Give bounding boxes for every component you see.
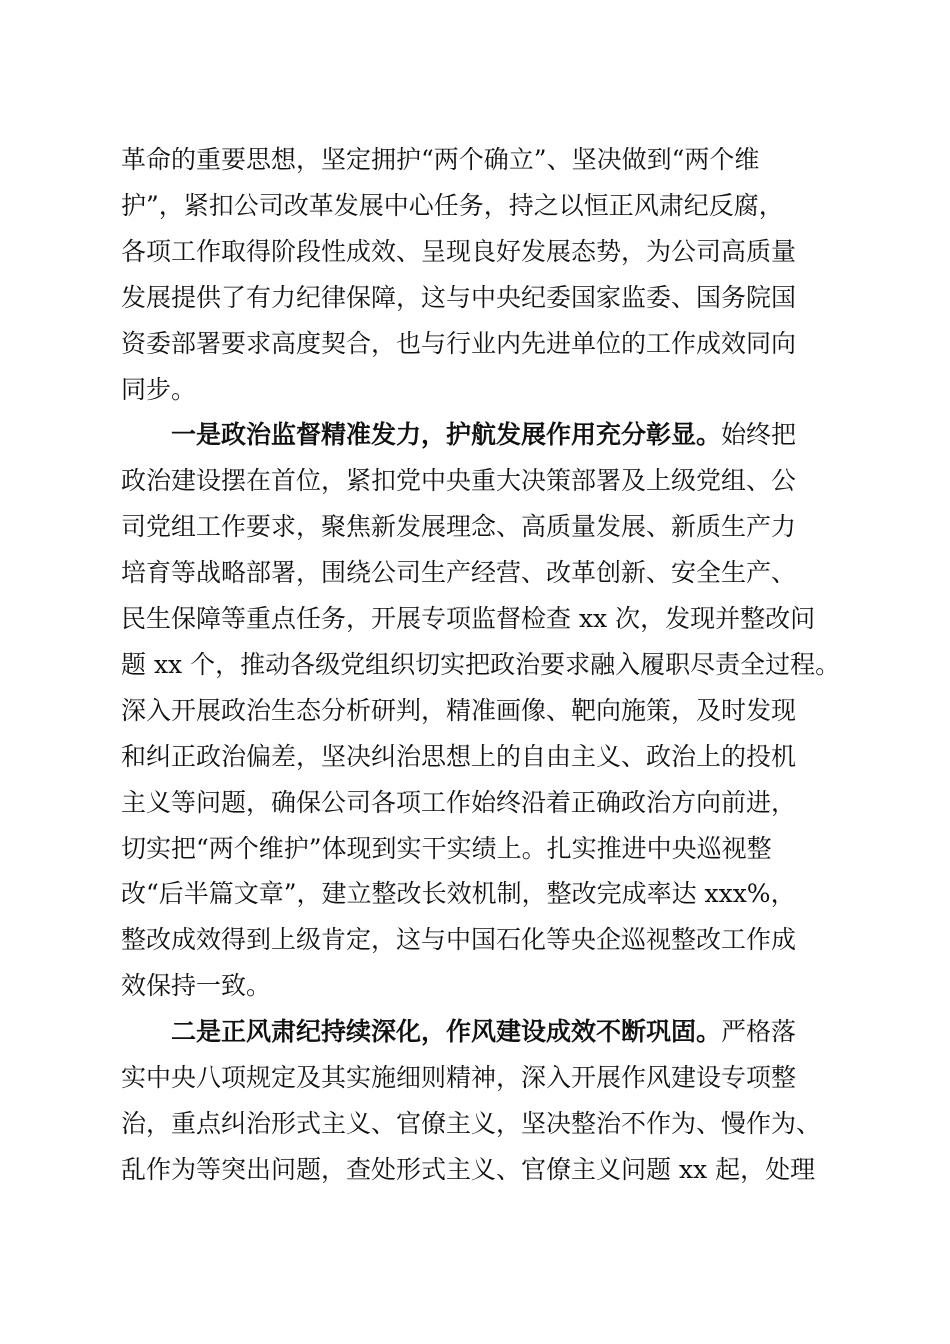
text-span: 始终把	[721, 420, 797, 449]
text-line: 资委部署要求高度契合，也与行业内先进单位的工作成效同向	[121, 329, 797, 358]
text-line: 革命的重要思想，坚定拥护“两个确立”、坚决做到“两个维	[121, 145, 760, 174]
paragraph-heading: 一是政治监督精准发力，护航发展作用充分彰显。	[171, 420, 722, 449]
paragraph-first-line	[171, 420, 796, 450]
text-line: 各项工作取得阶段性成效、呈现良好发展态势，为公司高质量	[121, 237, 797, 266]
text-line: 治，重点纠治形式主义、官僚主义，坚决整治不作为、慢作为、	[121, 1109, 822, 1138]
text-line: 整改成效得到上级肯定，这与中国石化等央企巡视整改工作成	[121, 925, 797, 954]
text-line: 主义等问题，确保公司各项工作始终沿着正确政治方向前进，	[121, 788, 797, 817]
paragraph-first-line	[171, 1017, 796, 1047]
text-span: 严格落	[721, 1017, 797, 1046]
text-line: 题 xx 个，推动各级党组织切实把政治要求融入履职尽责全过程。	[121, 650, 841, 679]
text-line: 护”，紧扣公司改革发展中心任务，持之以恒正风肃纪反腐，	[121, 191, 784, 220]
text-line: 培育等战略部署，围绕公司生产经营、改革创新、安全生产、	[121, 558, 797, 587]
text-line: 民生保障等重点任务，开展专项监督检查 xx 次，发现并整改问	[121, 604, 816, 633]
text-line: 同步。	[121, 375, 197, 404]
text-line: 发展提供了有力纪律保障，这与中央纪委国家监委、国务院国	[121, 283, 797, 312]
text-line: 政治建设摆在首位，紧扣党中央重大决策部署及上级党组、公	[121, 466, 797, 495]
text-line: 效保持一致。	[121, 971, 272, 1000]
text-line: 司党组工作要求，聚焦新发展理念、高质量发展、新质生产力	[121, 512, 797, 541]
text-line: 乱作为等突出问题，查处形式主义、官僚主义问题 xx 起，处理	[121, 1155, 816, 1184]
text-line: 和纠正政治偏差，坚决纠治思想上的自由主义、政治上的投机	[121, 742, 797, 771]
text-line: 切实把“两个维护”体现到实干实绩上。扎实推进中央巡视整	[121, 834, 772, 863]
text-line: 实中央八项规定及其实施细则精神，深入开展作风建设专项整	[121, 1063, 797, 1092]
text-line: 改“后半篇文章”，建立整改长效机制，整改完成率达 xxx%，	[121, 879, 796, 908]
text-line: 深入开展政治生态分析研判，精准画像、靶向施策，及时发现	[121, 696, 797, 725]
paragraph-heading: 二是正风肃纪持续深化，作风建设成效不断巩固。	[171, 1017, 722, 1046]
